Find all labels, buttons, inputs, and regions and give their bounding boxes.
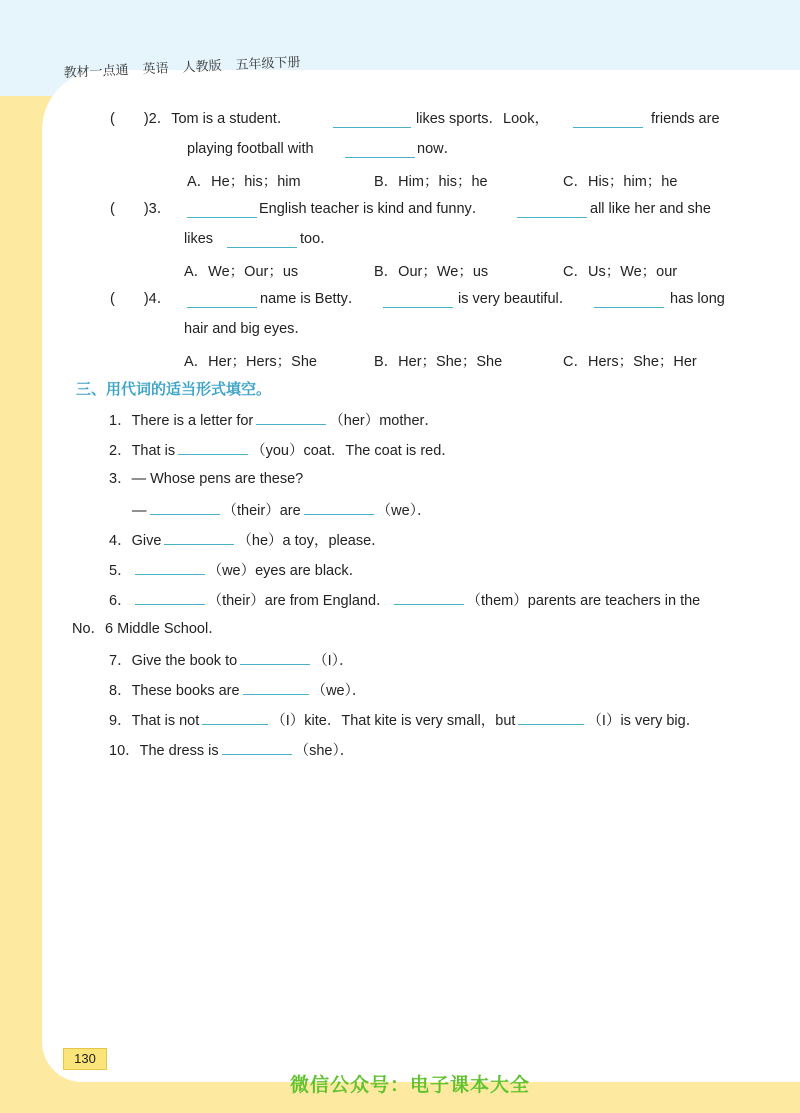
item-text: （he）a toy，please．	[237, 533, 386, 549]
question-text: too．	[300, 231, 335, 247]
fill-item-6	[109, 590, 700, 610]
answer-blank[interactable]	[187, 293, 257, 308]
question-text: now．	[417, 141, 459, 157]
question-text: likes sports．Look，	[416, 111, 549, 127]
item-text: 7．Give the book to	[109, 653, 238, 669]
option-a: A．Her；Hers；She	[184, 354, 317, 370]
book-title: 教材一点通	[63, 62, 129, 81]
answer-blank[interactable]	[573, 113, 643, 128]
item-text: （we）．	[311, 683, 367, 699]
answer-blank[interactable]	[164, 530, 234, 545]
answer-blank[interactable]	[135, 560, 205, 575]
question-number: ( )3．	[110, 201, 172, 217]
fill-item-1	[109, 410, 439, 430]
answer-blank[interactable]	[187, 203, 257, 218]
question-text: is very beautiful．	[458, 291, 574, 307]
fill-item-7	[109, 650, 353, 670]
edition: 人教版	[182, 57, 222, 75]
item-text: 6．	[109, 593, 132, 609]
question-number: ( )4．	[110, 291, 172, 307]
item-text: （them）parents are teachers in the	[466, 593, 701, 609]
answer-blank[interactable]	[135, 590, 205, 605]
question-text: name is Betty．	[260, 291, 363, 307]
question-text: English teacher is kind and funny．	[259, 201, 487, 217]
mc-question-2-line1	[110, 110, 291, 128]
question-text: hair and big eyes．	[184, 321, 309, 337]
option-c: C．His；him；he	[563, 174, 678, 190]
page-number: 130	[63, 1048, 107, 1070]
item-text: （we）．	[376, 503, 432, 519]
fill-item-2	[109, 440, 456, 460]
watermark: 微信公众号：电子课本大全	[290, 1075, 531, 1096]
section-title: 三、用代词的适当形式填空。	[76, 381, 272, 398]
item-text: 4．Give	[109, 533, 162, 549]
answer-blank[interactable]	[394, 590, 464, 605]
item-text: （we）eyes are black．	[207, 563, 364, 579]
subject: 英语	[142, 60, 169, 77]
question-text: all like her and she	[590, 201, 711, 217]
option-c: C．Us；We；our	[563, 264, 678, 280]
answer-blank[interactable]	[202, 710, 268, 725]
fill-item-5	[109, 560, 363, 580]
option-a: A．We；Our；us	[184, 264, 299, 280]
answer-blank[interactable]	[222, 740, 292, 755]
item-text: （her）mother．	[329, 413, 439, 429]
answer-blank[interactable]	[178, 440, 248, 455]
option-a: A．He；his；him	[187, 174, 301, 190]
question-text: likes	[184, 231, 214, 247]
answer-blank[interactable]	[243, 680, 309, 695]
question-text: friends are	[651, 111, 720, 127]
answer-blank[interactable]	[150, 500, 220, 515]
fill-item-3-answer	[132, 500, 431, 520]
item-text: （you）coat．The coat is red．	[251, 443, 456, 459]
answer-blank[interactable]	[256, 410, 326, 425]
option-c: C．Hers；She；Her	[563, 354, 697, 370]
option-b: B．Him；his；he	[374, 174, 488, 190]
item-text: （she）．	[294, 743, 355, 759]
dash: —	[132, 503, 147, 519]
item-text: （their）are from England．	[207, 593, 391, 609]
question-text: has long	[670, 291, 725, 307]
question-text: Tom is a student．	[171, 111, 292, 127]
question-text: playing football with	[187, 141, 314, 157]
answer-blank[interactable]	[345, 143, 415, 158]
answer-blank[interactable]	[240, 650, 310, 665]
item-text: 2．That is	[109, 443, 176, 459]
fill-item-3: 3．— Whose pens are these?	[109, 471, 304, 487]
option-b: B．Our；We；us	[374, 264, 489, 280]
item-text: 5．	[109, 563, 132, 579]
fill-item-8	[109, 680, 366, 700]
answer-blank[interactable]	[518, 710, 584, 725]
item-text: 9．That is not	[109, 713, 200, 729]
item-text: 1．There is a letter for	[109, 413, 254, 429]
item-text: （I）kite．That kite is very small，but	[271, 713, 516, 729]
answer-blank[interactable]	[227, 233, 297, 248]
grade: 五年级下册	[235, 54, 301, 73]
answer-blank[interactable]	[383, 293, 453, 308]
item-text: 10．The dress is	[109, 743, 219, 759]
item-text: （I）．	[313, 653, 354, 669]
fill-item-10	[109, 740, 354, 760]
fill-item-4	[109, 530, 386, 550]
answer-blank[interactable]	[594, 293, 664, 308]
item-text: （their）are	[222, 503, 301, 519]
fill-item-6-cont: No．6 Middle School．	[72, 621, 223, 637]
answer-blank[interactable]	[517, 203, 587, 218]
answer-blank[interactable]	[304, 500, 374, 515]
item-text: 8．These books are	[109, 683, 240, 699]
answer-blank[interactable]	[333, 113, 411, 128]
item-text: （I）is very big．	[587, 713, 701, 729]
fill-item-9	[109, 710, 700, 730]
question-number: ( )2．	[110, 111, 172, 127]
option-b: B．Her；She；She	[374, 354, 503, 370]
